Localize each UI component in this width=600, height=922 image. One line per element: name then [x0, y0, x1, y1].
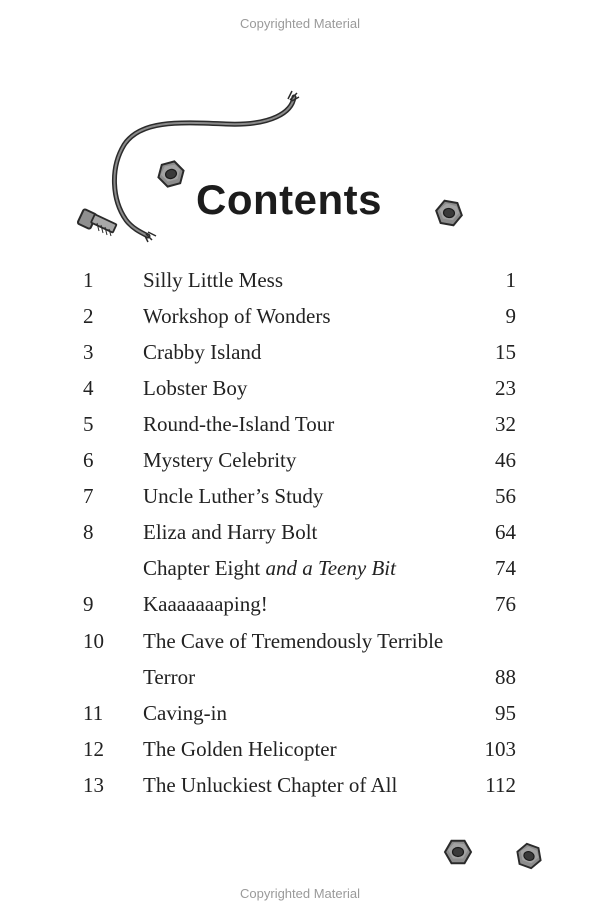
toc-entry — [0, 770, 600, 800]
page-number: 1 — [505, 268, 516, 292]
chapter-title-roman: Chapter Eight — [143, 556, 261, 580]
chapter-number: 13 — [83, 773, 104, 797]
toc-entry — [0, 698, 600, 728]
page-number: 76 — [495, 592, 516, 616]
hex-nut-icon — [156, 160, 187, 189]
toc-entry — [0, 517, 600, 547]
chapter-number: 10 — [83, 629, 104, 653]
chapter-title: Mystery Celebrity — [143, 448, 297, 472]
toc-entry — [0, 265, 600, 295]
chapter-title: The Golden Helicopter — [143, 737, 337, 761]
chapter-title-italic: and a Teeny Bit — [265, 556, 396, 580]
chapter-number: 12 — [83, 737, 104, 761]
chapter-number: 5 — [83, 412, 94, 436]
chapter-title: Terror — [143, 665, 196, 689]
chapter-title: Workshop of Wonders — [143, 304, 331, 328]
chapter-number: 11 — [83, 701, 104, 725]
page-number: 23 — [495, 376, 516, 400]
hex-nut-icon — [434, 200, 464, 227]
page-title: Contents — [196, 176, 382, 223]
chapter-title: Eliza and Harry Bolt — [143, 520, 318, 544]
toc-entry — [0, 481, 600, 511]
chapter-title: Lobster Boy — [143, 376, 248, 400]
chapter-number: 8 — [83, 520, 94, 544]
page-number: 64 — [495, 520, 516, 544]
chapter-title: Uncle Luther’s Study — [143, 484, 324, 508]
chapter-title: The Cave of Tremendously Terrible — [143, 629, 444, 653]
toc-entry — [0, 553, 600, 583]
toc-entry — [0, 734, 600, 764]
chapter-number: 4 — [83, 376, 94, 400]
chapter-title: Caving-in — [143, 701, 227, 725]
toc-entry — [0, 409, 600, 439]
page-number: 32 — [495, 412, 516, 436]
page-number: 88 — [495, 665, 516, 689]
chapter-title: Round-the-Island Tour — [143, 412, 335, 436]
page-number: 46 — [495, 448, 516, 472]
page-number: 9 — [505, 304, 516, 328]
watermark-top: Copyrighted Material — [240, 16, 360, 31]
watermark-bottom: Copyrighted Material — [240, 886, 360, 901]
toc-entry — [0, 373, 600, 403]
chapter-number: 7 — [83, 484, 94, 508]
page-number: 15 — [495, 340, 516, 364]
toc-entry — [0, 626, 600, 656]
toc-entry — [0, 445, 600, 475]
page-number: 95 — [495, 701, 516, 725]
page-number: 112 — [485, 773, 516, 797]
chapter-number: 1 — [83, 268, 94, 292]
page-number: 74 — [495, 556, 516, 580]
chapter-number: 3 — [83, 340, 94, 364]
chapter-number: 9 — [83, 592, 94, 616]
chapter-title — [143, 553, 396, 583]
chapter-title: Kaaaaaaaping! — [143, 592, 268, 616]
page-number: 103 — [484, 737, 516, 761]
bolt-icon — [77, 209, 116, 236]
toc-entry — [0, 589, 600, 619]
hex-nut-icon — [445, 841, 471, 864]
toc-entry — [0, 337, 600, 367]
toc-entry — [0, 662, 600, 692]
chapter-title: The Unluckiest Chapter of All — [143, 773, 398, 797]
chapter-title: Silly Little Mess — [143, 268, 284, 292]
chapter-title: Crabby Island — [143, 340, 262, 364]
page-number: 56 — [495, 484, 516, 508]
hex-nut-icon — [514, 842, 545, 871]
toc-entry — [0, 301, 600, 331]
chapter-number: 6 — [83, 448, 94, 472]
chapter-number: 2 — [83, 304, 94, 328]
